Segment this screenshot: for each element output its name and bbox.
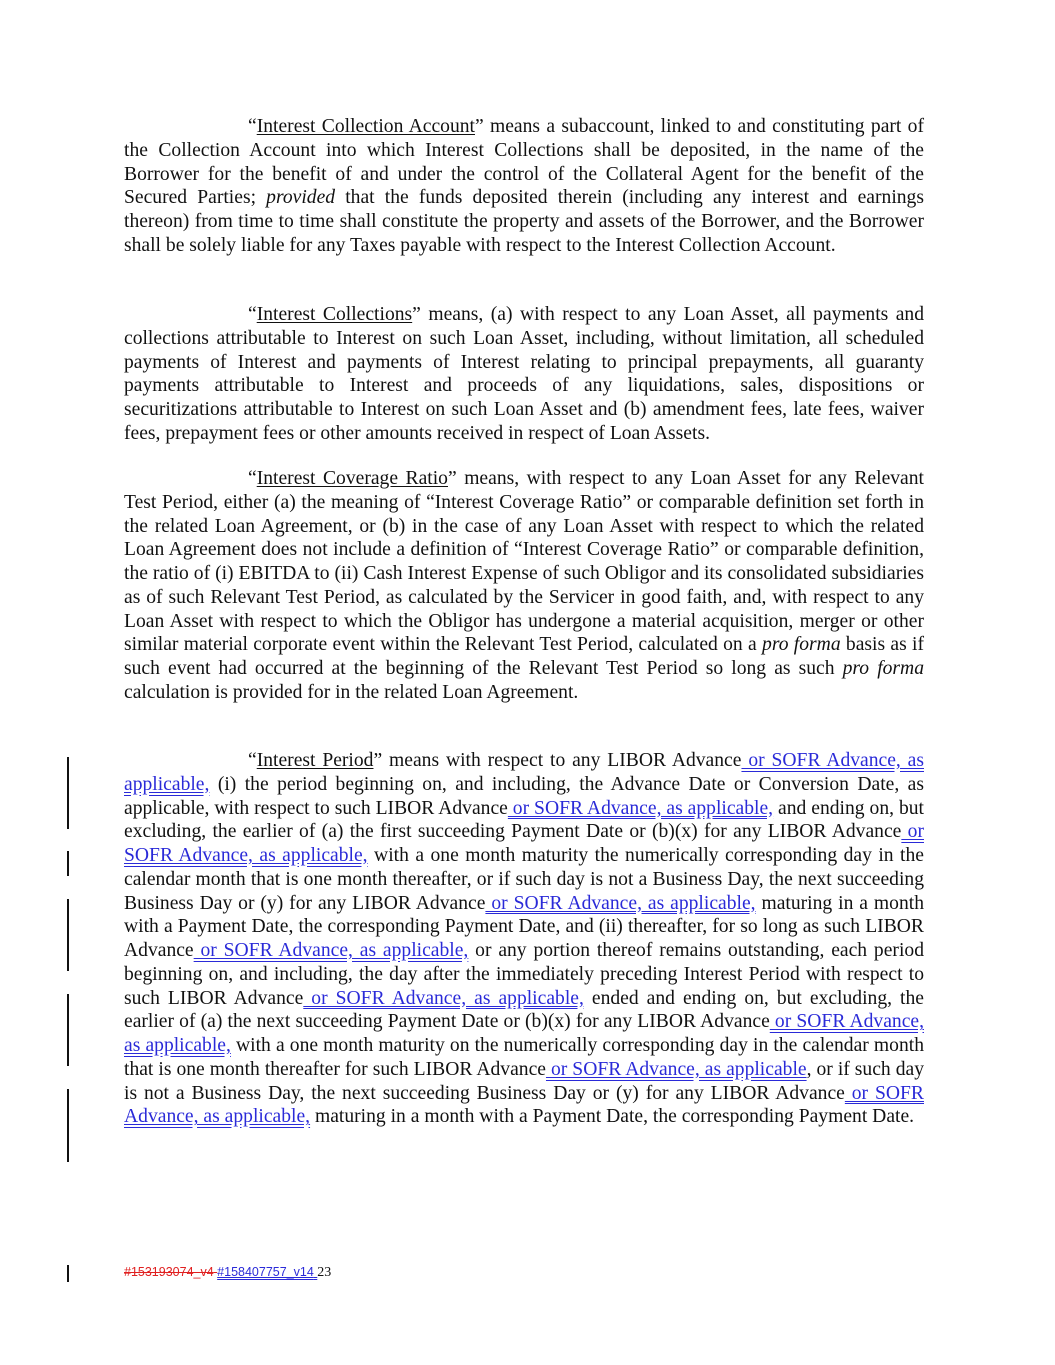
inserted-text: or SOFR Advance, as applicable, [124, 1011, 924, 1056]
body-text: , or if such day is not a Business Day, the next succeeding Business Day or (y) for any LIBOR Advance [124, 1058, 924, 1104]
change-bar [67, 994, 69, 1066]
change-bar [67, 1265, 69, 1282]
body-text: means, with respect to any Loan Asset for any Relevant Test Period, either (a) the meaning of “Interest Coverage Ratio” or comparable definition set forth in the related Loan Agreement, or (b) in the case of any Loan Asset with respect to which the related Loan Agreement does not include a definition of “Interest Coverage Ratio” or comparable definition, the ratio of (i) EBITDA to (ii) Cash Interest Expense of such Obligor and its consolidated subsidiaries as of such Relevant Test Period, as calculated by the Servicer in good faith, and, with respect to any Loan Asset with respect to which the Obligor has undergone a material acquisition, merger or other similar material corporate event within the Relevant Test Period, calculated on a [124, 468, 924, 656]
body-text: that the funds deposited therein (including any interest and earnings thereon) from time to time shall constitute the property and assets of the Borrower, and the Borrower shall be solely liable for any Taxes payable with respect to the Interest Collection Account. [124, 187, 924, 256]
italic-text: pro forma [842, 658, 925, 679]
change-bar [67, 1089, 69, 1162]
body-text: basis as if such event had occurred at the beginning of the Relevant Test Period so long as such [124, 634, 924, 679]
inserted-text: or SOFR Advance, as applicable, [124, 821, 924, 866]
inserted-text: or SOFR Advance, as applicable, [303, 987, 584, 1009]
defined-term: Interest Coverage Ratio [256, 468, 448, 489]
body-text: with a one month maturity on the numerically corresponding day in the calendar month that is one month thereafter for such LIBOR Advance [124, 1035, 924, 1080]
inserted-text: or SOFR Advance, as applicable, [124, 750, 924, 795]
body-text: means with respect to any LIBOR Advance [382, 750, 742, 771]
body-text: (i) the period beginning on, and including, the Advance Date or Conversion Date, as applicable, with respect to such LIBOR Advance [124, 773, 924, 819]
inserted-text: or SOFR Advance, as applicable, [193, 940, 469, 961]
inserted-text: or SOFR Advance, as applicable [545, 1058, 807, 1080]
defined-term: Interest Collection Account [256, 116, 475, 137]
change-bar [67, 851, 69, 876]
body-text: with a one month maturity the numerically corresponding day in the calendar month that is one month thereafter, or if such day is not a Business Day, the next succeeding Business Day or (y) for any LIBOR Advance [124, 845, 924, 914]
italic-text: pro forma [762, 634, 841, 656]
change-bar [67, 757, 69, 829]
body-text: or any portion thereof remains outstanding, each period beginning on, and including, the day after the immediately preceding Interest Period with respect to such LIBOR Advance [124, 940, 924, 1009]
body-text: ended and ending on, but excluding, the earlier of (a) the next succeeding Payment Date or (b)(x) for any LIBOR Advance [124, 987, 924, 1033]
body-text: means, (a) with respect to any Loan Asset, all payments and collections attributable to Interest on such Loan Asset, including, without limitation, all scheduled payments of Interest and payments of Interest relating to principal prepayments, all guaranty payments attributable to Interest and proceeds of any liquidations, sales, dispositions or securitizations attributable to Interest on such Loan Asset and (b) amendment fees, late fees, waiver fees, prepayment fees or other amounts received in respect of Loan Assets. [124, 304, 925, 444]
definition-interest-period: “Interest Period” means with respect to any LIBOR Advance or SOFR Advance, as applicable, (i) the period beginning on, and including, the Advance Date or Conversion Date, as applicable, with respect to such LIBOR Advance or SOFR Advance, as applicable, and ending on, but excluding, the earlier of (a) the first succeeding Payment Date or (b)(x) for any LIBOR Advance or SOFR Advance, as applicable, with a one month maturity the numerically corresponding day in the calendar month that is one month thereafter, or if such day is not a Business Day, the next succeeding Business Day or (y) for any LIBOR Advance or SOFR Advance, as applicable, maturing in a month with a Payment Date, the corresponding Payment Date, and (ii) thereafter, for so long as such LIBOR Advance or SOFR Advance, as applicable, or any portion thereof remains outstanding, each period beginning on, and including, the day after the immediately preceding Interest Period with respect to such LIBOR Advance or SOFR Advance, as applicable, ended and ending on, but excluding, the earlier of (a) the next succeeding Payment Date or (b)(x) for any LIBOR Advance or SOFR Advance, as applicable, with a one month maturity on the numerically corresponding day in the calendar month that is one month thereafter for such LIBOR Advance or SOFR Advance, as applicable, or if such day is not a Business Day, the next succeeding Business Day or (y) for any LIBOR Advance or SOFR Advance, as applicable, maturing in a month with a Payment Date, the corresponding Payment Date. [124, 750, 924, 1128]
defined-term: Interest Collections [256, 304, 413, 325]
definition-interest-collection-account: “Interest Collection Account” means a subaccount, linked to and constituting part of the Collection Account into which Interest Collections shall be deposited, in the name of the Borrower for the benefit of and under the control of the Collateral Agent for the benefit of the Secured Parties; provided that the funds deposited therein (including any interest and earnings thereon) from time to time shall constitute the property and assets of the Borrower, and the Borrower shall be solely liable for any Taxes payable with respect to the Interest Collection Account. [124, 116, 924, 256]
inserted-text: or SOFR Advance, as applicable, [124, 1082, 924, 1128]
definition-interest-collections: “Interest Collections” means, (a) with respect to any Loan Asset, all payments and collections attributable to Interest on such Loan Asset, including, without limitation, all scheduled payments of Interest and payments of Interest relating to principal prepayments, all guaranty payments attributable to Interest and proceeds of any liquidations, sales, dispositions or securitizations attributable to Interest on such Loan Asset and (b) amendment fees, late fees, waiver fees, prepayment fees or other amounts received in respect of Loan Assets. [124, 304, 925, 444]
body-text: maturing in a month with a Payment Date, the corresponding Payment Date. [310, 1106, 915, 1128]
page-footer [124, 1265, 331, 1281]
defined-term: Interest Period [256, 750, 374, 771]
change-bar [67, 899, 69, 971]
body-text: maturing in a month with a Payment Date, the corresponding Payment Date, and (ii) thereafter, for so long as such LIBOR Advance [124, 892, 924, 961]
body-text: means a subaccount, linked to and constituting part of the Collection Account into which Interest Collections shall be deposited, in the name of the Borrower for the benefit of and under the control of the Collateral Agent for the benefit of the Secured Parties; [124, 116, 924, 209]
body-text: and ending on, but excluding, the earlier of (a) the first succeeding Payment Date or (b)(x) for any LIBOR Advance [124, 797, 924, 843]
deleted-doc-id: #153193074_v4 [124, 1265, 214, 1279]
inserted-doc-id: #158407757_v14 [217, 1265, 314, 1279]
body-text: calculation is provided for in the related Loan Agreement. [124, 681, 579, 703]
inserted-text: or SOFR Advance, as applicable, [485, 892, 756, 914]
page-number: 23 [317, 1265, 332, 1280]
italic-text: provided [266, 187, 336, 209]
inserted-text: or SOFR Advance, as applicable, [507, 797, 774, 819]
definition-interest-coverage-ratio: “Interest Coverage Ratio” means, with respect to any Loan Asset for any Relevant Test Period, either (a) the meaning of “Interest Coverage Ratio” or comparable definition set forth in the related Loan Agreement, or (b) in the case of any Loan Asset with respect to which the related Loan Agreement does not include a definition of “Interest Coverage Ratio” or comparable definition, the ratio of (i) EBITDA to (ii) Cash Interest Expense of such Obligor and its consolidated subsidiaries as of such Relevant Test Period, as calculated by the Servicer in good faith, and, with respect to any Loan Asset with respect to which the Obligor has undergone a material acquisition, merger or other similar material corporate event within the Relevant Test Period, calculated on a pro forma basis as if such event had occurred at the beginning of the Relevant Test Period so long as such pro forma calculation is provided for in the related Loan Agreement. [124, 468, 925, 703]
